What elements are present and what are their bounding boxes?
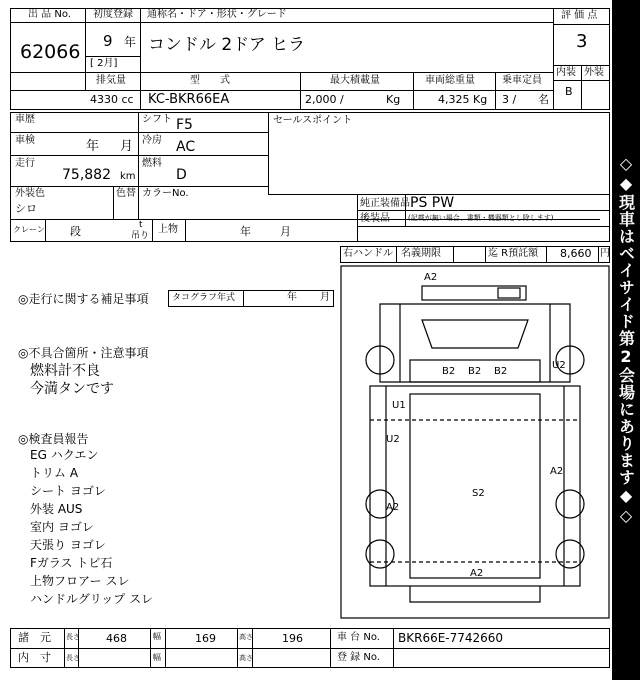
chassis-value: BKR66E-7742660 bbox=[398, 631, 504, 645]
inspector-line: 上物フロアー スレ bbox=[30, 574, 130, 588]
defect-line: 燃料計不良 bbox=[30, 363, 100, 379]
aftermarket-note: (記載が無い場合、書類・機器類とし除します) bbox=[408, 214, 554, 222]
dimensions-label: 諸 元 bbox=[18, 631, 51, 644]
upper-year: 年 bbox=[240, 225, 251, 238]
fuel-label: 燃料 bbox=[142, 158, 162, 169]
damage-mark: B2 bbox=[468, 366, 482, 377]
color-code-label: カラーNo. bbox=[142, 188, 189, 199]
inspection-year: 年 bbox=[86, 139, 100, 154]
inspector-line: シート ヨゴレ bbox=[30, 484, 106, 498]
width-label: 幅 bbox=[153, 632, 161, 641]
damage-mark: U2 bbox=[552, 360, 566, 371]
score-label: 評 価 点 bbox=[561, 10, 598, 21]
upper-label: 上物 bbox=[158, 224, 178, 235]
defect-label: ◎不具合箇所・注意事項 bbox=[18, 346, 149, 360]
damage-mark: S2 bbox=[472, 488, 485, 499]
length-label: 長さ bbox=[66, 633, 80, 641]
damage-mark: U2 bbox=[386, 434, 400, 445]
model-label: 型 式 bbox=[190, 75, 230, 86]
max-load-value: 2,000 / bbox=[305, 93, 344, 106]
damage-mark: A2 bbox=[424, 272, 438, 283]
tacho-label: タコグラフ年式 bbox=[172, 293, 236, 303]
lot-number: 62066 bbox=[20, 41, 81, 63]
crane-hoist: 吊り bbox=[131, 231, 150, 241]
first-reg-label: 初度登録 bbox=[93, 9, 133, 20]
defect-line: 今満タンです bbox=[30, 381, 114, 397]
tacho-year: 年 bbox=[287, 292, 297, 303]
score-value: 3 bbox=[576, 31, 588, 52]
mileage-value: 75,882 bbox=[62, 167, 111, 183]
truck-damage-diagram bbox=[340, 264, 610, 620]
equipment-value: PS PW bbox=[410, 195, 455, 211]
max-load-label: 最大積載量 bbox=[330, 75, 380, 86]
history-label: 車歴 bbox=[15, 114, 35, 125]
registration-label: 登 録 No. bbox=[337, 652, 380, 663]
max-load-unit: Kg bbox=[386, 93, 401, 106]
color-value: シロ bbox=[15, 202, 37, 215]
inspector-line: EG ハクエン bbox=[30, 448, 99, 462]
lot-no-label: 出 品 No. bbox=[28, 9, 71, 20]
inspection-label: 車検 bbox=[15, 135, 35, 146]
int-height-label: 高さ bbox=[239, 654, 253, 662]
name-header: 通称名・ドア・形状・グレード bbox=[147, 9, 287, 20]
reg-month: [ 2月] bbox=[90, 58, 118, 69]
exterior-color-label: 外装色 bbox=[15, 188, 45, 199]
int-length-label: 長さ bbox=[66, 654, 80, 662]
venue-banner: ◇◆現車はベイサイド第2会場にあります◆◇ bbox=[612, 0, 640, 680]
exterior-label: 外装 bbox=[584, 67, 604, 78]
aftermarket-label: 後装品 bbox=[360, 213, 390, 224]
height-label: 高さ bbox=[239, 633, 253, 641]
yen-unit: 円 bbox=[600, 248, 610, 259]
crane-label: クレーン bbox=[13, 225, 45, 234]
capacity-value: 3 / bbox=[502, 93, 517, 106]
width-value: 169 bbox=[195, 632, 216, 645]
mileage-label: 走行 bbox=[15, 158, 35, 169]
length-value: 468 bbox=[106, 632, 127, 645]
mileage-unit: km bbox=[120, 171, 136, 182]
displacement-value: 4330 cc bbox=[90, 93, 134, 106]
damage-mark: U1 bbox=[392, 400, 406, 411]
deposit-label: 迄 R預託額 bbox=[488, 248, 539, 259]
inspector-line: Fガラス トビ石 bbox=[30, 556, 113, 570]
model-value: KC-BKR66EA bbox=[148, 92, 230, 107]
car-name: コンドル 2ドア ヒラ bbox=[148, 35, 306, 55]
capacity-label: 乗車定員 bbox=[502, 75, 542, 86]
fuel-value: D bbox=[176, 167, 187, 183]
damage-mark: A2 bbox=[386, 502, 400, 513]
color-no-label: 色替 bbox=[116, 188, 136, 199]
height-value: 196 bbox=[282, 632, 303, 645]
inspector-line: 外装 AUS bbox=[30, 502, 83, 516]
interior-label: 内装 bbox=[556, 67, 576, 78]
inspector-line: 天張り ヨゴレ bbox=[30, 538, 106, 552]
gross-weight-value: 4,325 Kg bbox=[438, 93, 488, 106]
handle-value: 右ハンドル bbox=[343, 248, 393, 259]
int-width-label: 幅 bbox=[153, 653, 161, 662]
upper-month: 月 bbox=[280, 225, 291, 238]
chassis-label: 車 台 No. bbox=[337, 632, 380, 643]
inspector-line: ハンドルグリップ スレ bbox=[30, 592, 154, 606]
crane-stage: 段 bbox=[70, 225, 81, 238]
shift-value: F5 bbox=[176, 117, 193, 133]
equipment-label: 純正装備品 bbox=[360, 198, 410, 209]
gross-weight-label: 車両総重量 bbox=[425, 75, 475, 86]
damage-mark: B2 bbox=[442, 366, 456, 377]
inspector-line: トリム A bbox=[30, 466, 79, 480]
capacity-unit: 名 bbox=[538, 93, 549, 106]
inspection-month: 月 bbox=[120, 139, 134, 154]
inspector-line: 室内 ヨゴレ bbox=[30, 520, 94, 534]
inspector-label: ◎検査員報告 bbox=[18, 432, 89, 446]
aircon-value: AC bbox=[176, 139, 196, 155]
name-change-label: 名義期限 bbox=[401, 248, 441, 259]
tacho-month: 月 bbox=[320, 292, 330, 303]
deposit-value: 8,660 bbox=[560, 247, 592, 260]
shift-label: シフト bbox=[142, 114, 172, 125]
damage-mark: B2 bbox=[494, 366, 508, 377]
internal-label: 内 寸 bbox=[18, 651, 51, 664]
crane-tonnage: t bbox=[139, 220, 143, 230]
damage-mark: A2 bbox=[550, 466, 564, 477]
sales-point-label: セールスポイント bbox=[273, 115, 353, 126]
driving-note-label: ◎走行に関する補足事項 bbox=[18, 292, 149, 306]
interior-score: B bbox=[565, 85, 573, 98]
displacement-label: 排気量 bbox=[96, 75, 126, 86]
aircon-label: 冷房 bbox=[142, 135, 162, 146]
reg-year-unit: 年 bbox=[124, 35, 137, 49]
reg-year-value: 9 bbox=[103, 32, 113, 50]
damage-mark: A2 bbox=[470, 568, 484, 579]
